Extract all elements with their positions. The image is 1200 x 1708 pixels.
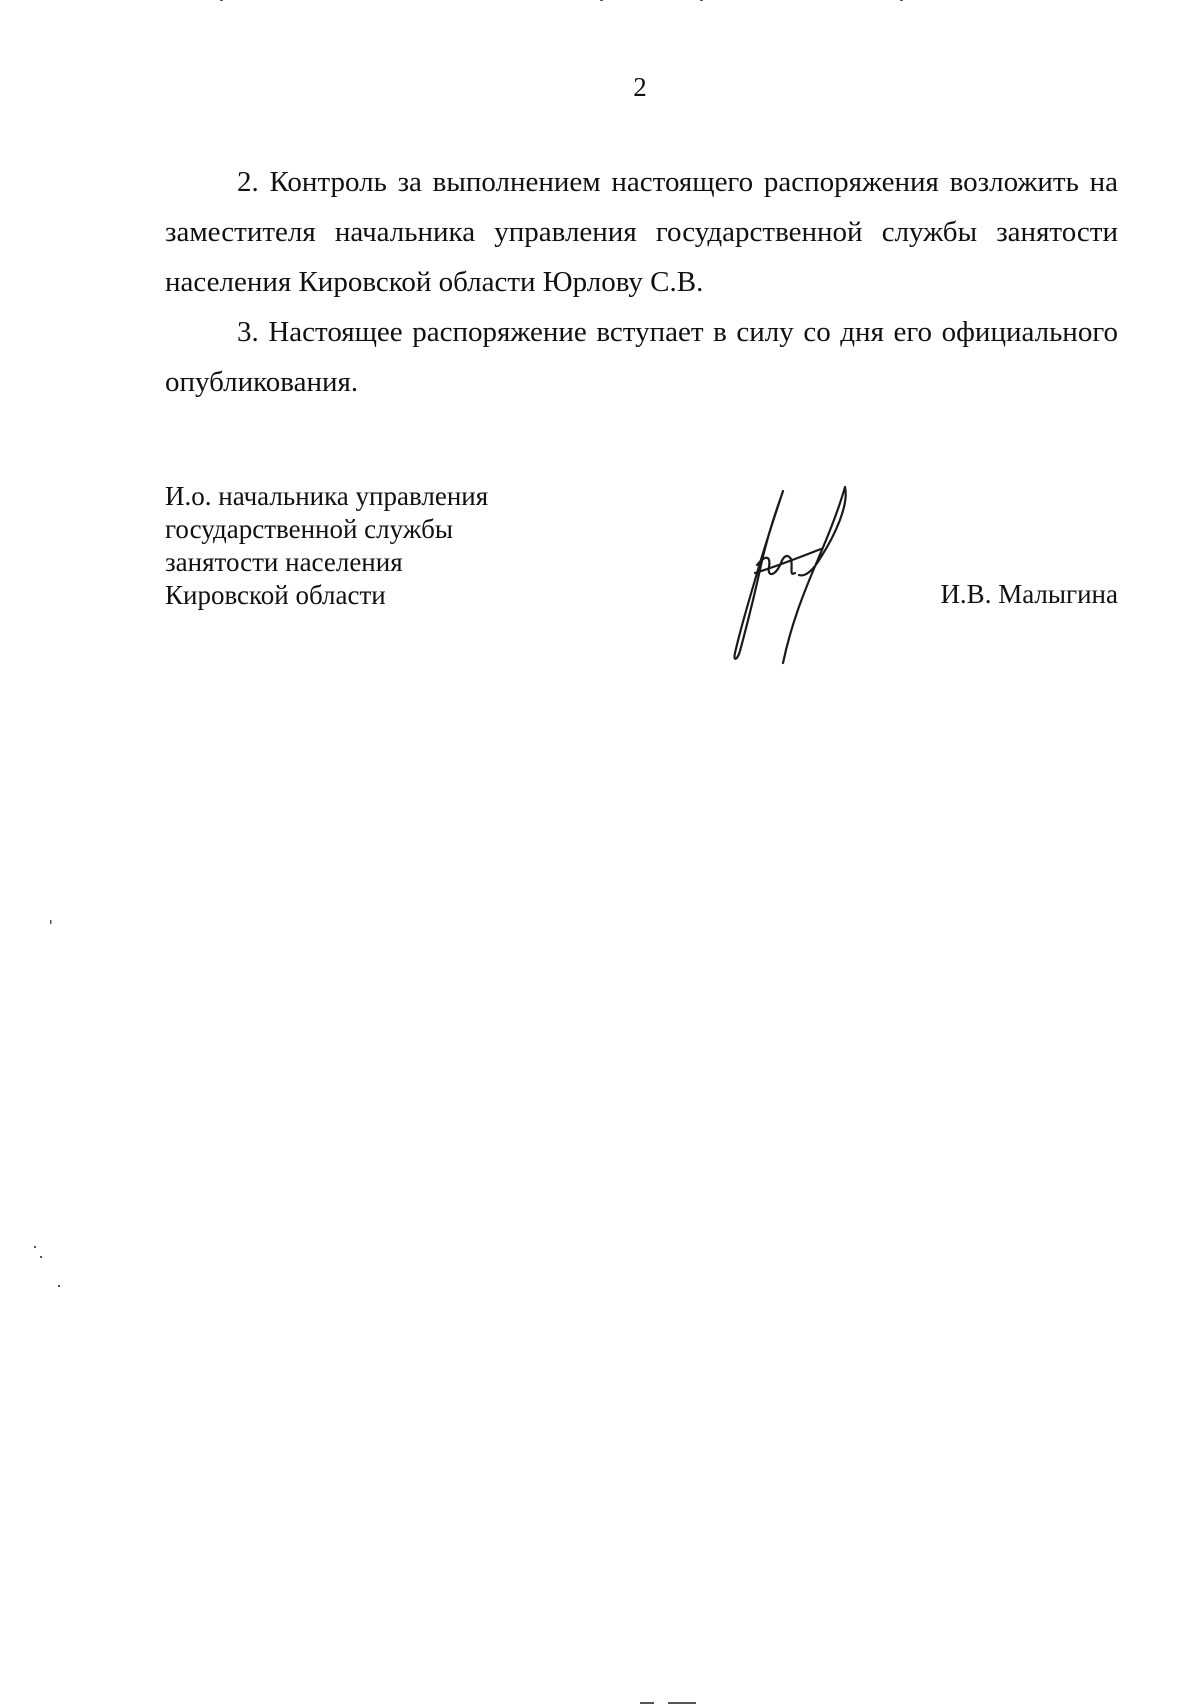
- page-number: 2: [633, 72, 647, 102]
- signatory-title-line: государственной службы: [165, 514, 453, 544]
- signatory-title-line: И.о. начальника управления: [165, 481, 489, 511]
- signatory-title: [165, 480, 488, 612]
- paragraph-2: 2. Контроль за выполнением настоящего распоряжения возложить на заместителя начальника управления государственной службы занятости населения Кировской области Юрлову С.В.: [165, 166, 1118, 298]
- paragraph-3: 3. Настоящее распоряжение вступает в силу со дня его официального опубликования.: [165, 316, 1118, 398]
- signatory-name: И.В. Малыгина: [940, 579, 1118, 609]
- handwritten-signature: [725, 485, 855, 670]
- document-body: [165, 157, 1118, 407]
- signatory-title-line: занятости населения: [165, 547, 403, 577]
- signatory-title-line: Кировской области: [165, 580, 386, 610]
